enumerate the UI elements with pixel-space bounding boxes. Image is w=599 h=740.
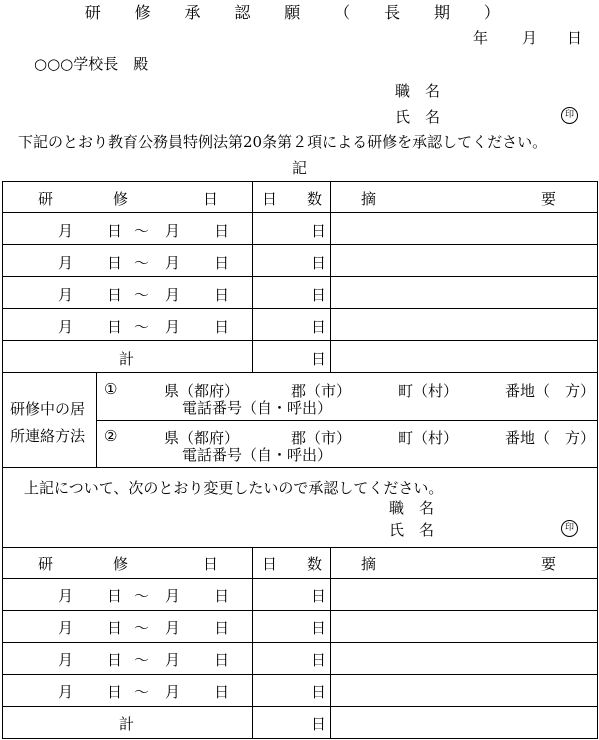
header-summary: 摘 要 [361,190,557,208]
to-month: 月 [165,222,181,240]
from-month: 月 [58,587,74,605]
from-month: 月 [58,286,74,304]
range-tilde: ～ [134,619,150,637]
to-month: 月 [165,683,181,701]
from-month: 月 [58,651,74,669]
date-year: 年 [473,29,489,47]
to-day: 日 [214,619,230,637]
entry-2-county: 郡（市） [291,429,352,447]
addressee: ○○○学校長 殿 [34,55,149,73]
residence-label-line2: 所連絡方法 [10,427,86,445]
entry-1-lot: 番地（ 方） [505,382,596,400]
from-day: 日 [107,286,123,304]
entry-2-num: ② [104,427,118,445]
range-tilde: ～ [134,683,150,701]
to-day: 日 [214,222,230,240]
record-label: 記 [292,159,308,177]
to-day: 日 [214,286,230,304]
days-unit: 日 [311,318,327,336]
seal-mark: 印 [561,107,578,124]
days-unit: 日 [311,286,327,304]
from-month: 月 [58,318,74,336]
period-row [58,649,229,670]
to-month: 月 [165,651,181,669]
header-summary: 摘 要 [361,555,557,573]
period-row [58,316,229,337]
document-title: 研 修 承 認 願 （ 長 期 ） [84,3,515,22]
range-tilde: ～ [134,651,150,669]
total-label: 計 [119,350,135,368]
range-tilde: ～ [134,318,150,336]
request-text: 下記のとおり教育公務員特例法第20条第２項による研修を承認してください。 [18,133,548,151]
days-unit: 日 [311,715,327,733]
days-unit: 日 [311,222,327,240]
header-period: 研 修 日 [38,190,219,208]
from-day: 日 [107,254,123,272]
days-unit: 日 [311,587,327,605]
from-day: 日 [107,619,123,637]
from-day: 日 [107,651,123,669]
table-change [2,547,598,739]
entry-2-phone: 電話番号（自・呼出） [182,446,333,464]
range-tilde: ～ [134,254,150,272]
to-day: 日 [214,683,230,701]
name-label: 氏 名 [395,108,441,126]
from-month: 月 [58,619,74,637]
from-month: 月 [58,222,74,240]
days-unit: 日 [311,683,327,701]
range-tilde: ～ [134,222,150,240]
from-day: 日 [107,683,123,701]
entry-1-phone: 電話番号（自・呼出） [182,399,333,417]
days-unit: 日 [311,350,327,368]
to-month: 月 [165,587,181,605]
from-day: 日 [107,587,123,605]
range-tilde: ～ [134,286,150,304]
entry-2-lot: 番地（ 方） [505,429,596,447]
period-row [58,220,229,241]
to-month: 月 [165,254,181,272]
period-row [58,681,229,702]
range-tilde: ～ [134,587,150,605]
from-month: 月 [58,683,74,701]
change-position-label: 職 名 [389,499,435,517]
entry-1-pref: 県（都府） [164,382,240,400]
to-day: 日 [214,651,230,669]
period-row [58,585,229,606]
to-month: 月 [165,619,181,637]
entry-1-county: 郡（市） [291,382,352,400]
date-day: 日 [567,29,583,47]
days-unit: 日 [311,619,327,637]
residence-label-line1: 研修中の居 [10,400,86,418]
days-unit: 日 [311,651,327,669]
from-day: 日 [107,318,123,336]
to-day: 日 [214,254,230,272]
from-day: 日 [107,222,123,240]
change-text: 上記について、次のとおり変更したいので承認してください。 [24,479,444,497]
change-seal-mark: 印 [561,520,578,537]
header-days: 日 数 [262,555,323,573]
entry-2-pref: 県（都府） [164,429,240,447]
period-row [58,617,229,638]
entry-1-num: ① [104,380,118,398]
to-month: 月 [165,286,181,304]
position-label: 職 名 [395,82,441,100]
to-day: 日 [214,587,230,605]
to-day: 日 [214,318,230,336]
header-days: 日 数 [262,190,323,208]
from-month: 月 [58,254,74,272]
period-row [58,252,229,273]
header-period: 研 修 日 [38,555,219,573]
to-month: 月 [165,318,181,336]
entry-1-town: 町（村） [398,382,459,400]
entry-2-town: 町（村） [398,429,459,447]
period-row [58,284,229,305]
total-label: 計 [119,715,135,733]
days-unit: 日 [311,254,327,272]
date-month: 月 [522,29,538,47]
change-name-label: 氏 名 [389,521,435,539]
